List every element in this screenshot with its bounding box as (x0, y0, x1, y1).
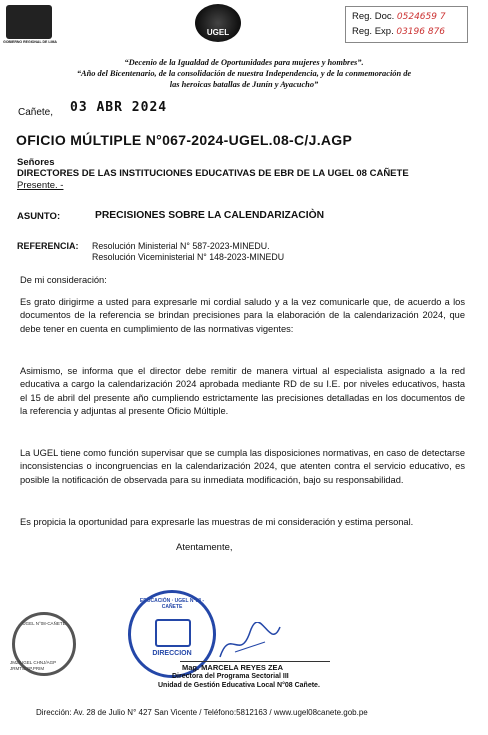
oficio-title: OFICIO MÚLTIPLE N°067-2024-UGEL.08-C/J.AGP (16, 132, 353, 148)
paragraph-3: La UGEL tiene como función supervisar que se cumpla las disposiciones normativas, en caso de detectarse inconsistencias o incongruencias en la calendarización 2024, que atenten contra el servicio educativo, es posible la notificación de observada para su inmediata modificación, bajo su responsabilidad. (20, 448, 465, 485)
signer-unit: Unidad de Gestión Educativa Local N°08 Cañete. (158, 682, 320, 689)
asunto-text: PRECISIONES SOBRE LA CALENDARIZACIÒN (95, 210, 325, 221)
regional-government-logo-text: GOBIERNO REGIONAL DE LIMA (3, 40, 57, 44)
signature-line (180, 661, 330, 662)
ugel-logo (195, 4, 241, 42)
footer-contact: Dirección: Av. 28 de Julio N° 427 San Vicente / Teléfono:5812163 / www.ugel08canete.gob.pe (36, 708, 368, 717)
reg-doc-value: 0524659 7 (396, 12, 446, 22)
senores: Señores (17, 157, 55, 168)
referencia-list (92, 241, 284, 263)
left-seal-text: UGEL N°08-CAÑETE (22, 621, 66, 626)
signer-name: Mag. MARCELA REYES ZEA (182, 663, 283, 672)
seal-center-text: DIRECCION (152, 650, 192, 657)
referencia-label: REFERENCIA: (17, 241, 79, 251)
decenio-line-2: “Año del Bicentenario, de la consolidación de nuestra Independencia, y de la conmemoración de (76, 69, 412, 78)
date-stamp: 03 ABR 2024 (70, 100, 168, 115)
coat-of-arms-icon (155, 619, 191, 647)
referencia-item: Resolución Ministerial N° 587-2023-MINEDU. (92, 241, 270, 251)
signer-title: Directora del Programa Sectorial III (172, 673, 289, 680)
presente: Presente. - (17, 180, 64, 191)
paragraph-1: Es grato dirigirme a usted para expresarle mi cordial saludo y a la vez comunicarle que, de acuerdo a los documentos de la referencia se brindan precisiones para la elaboración de la calendarización 2024, que debe tener en cuenta en cumplimiento de las normativas vigentes: (20, 297, 465, 334)
initials-code: JMZ/UGEL CHNJ/AGP JRMT/ESP.PRIM (10, 660, 57, 671)
reg-exp-value: 03196 876 (396, 27, 446, 37)
registration-box (345, 6, 468, 43)
place: Cañete, (18, 107, 54, 118)
signature (215, 622, 285, 662)
regional-government-logo (6, 5, 52, 39)
decenio-line-1: “Decenio de la Igualdad de Oportunidades para mujeres y hombres”. (124, 58, 364, 67)
decenio-line-3: las heroicas batallas de Junín y Ayacucho” (169, 80, 319, 89)
recipients: DIRECTORES DE LAS INSTITUCIONES EDUCATIVAS DE EBR DE LA UGEL 08 CAÑETE (17, 168, 409, 179)
closing: Atentamente, (176, 542, 233, 553)
referencia-item: Resolución Viceministerial N° 148-2023-MINEDU (92, 252, 285, 262)
seal-ring-text: EDUCACIÓN · UGEL N°08 - CAÑETE (139, 598, 205, 610)
reg-doc-label: Reg. Doc. (352, 11, 395, 22)
paragraph-2: Asimismo, se informa que el director debe remitir de manera virtual al especialista asignado a la red educativa a cargo la calendarización 2024 aprobada mediante RD de su I.E. por niveles educativos, hasta el 15 de abril del presente año cumpliendo estrictamente las precisiones detalladas en los documentos de la referencia y adjuntas al presente Oficio Múltiple. (20, 366, 465, 417)
ugel-logo-text: UGEL (206, 28, 230, 37)
paragraph-4: Es propicia la oportunidad para expresarle las muestras de mi consideración y estima personal. (20, 517, 414, 527)
salutation: De mi consideración: (20, 275, 107, 285)
reg-exp-label: Reg. Exp. (352, 26, 394, 37)
asunto-label: ASUNTO: (17, 211, 61, 222)
decenio-heading (20, 57, 468, 90)
